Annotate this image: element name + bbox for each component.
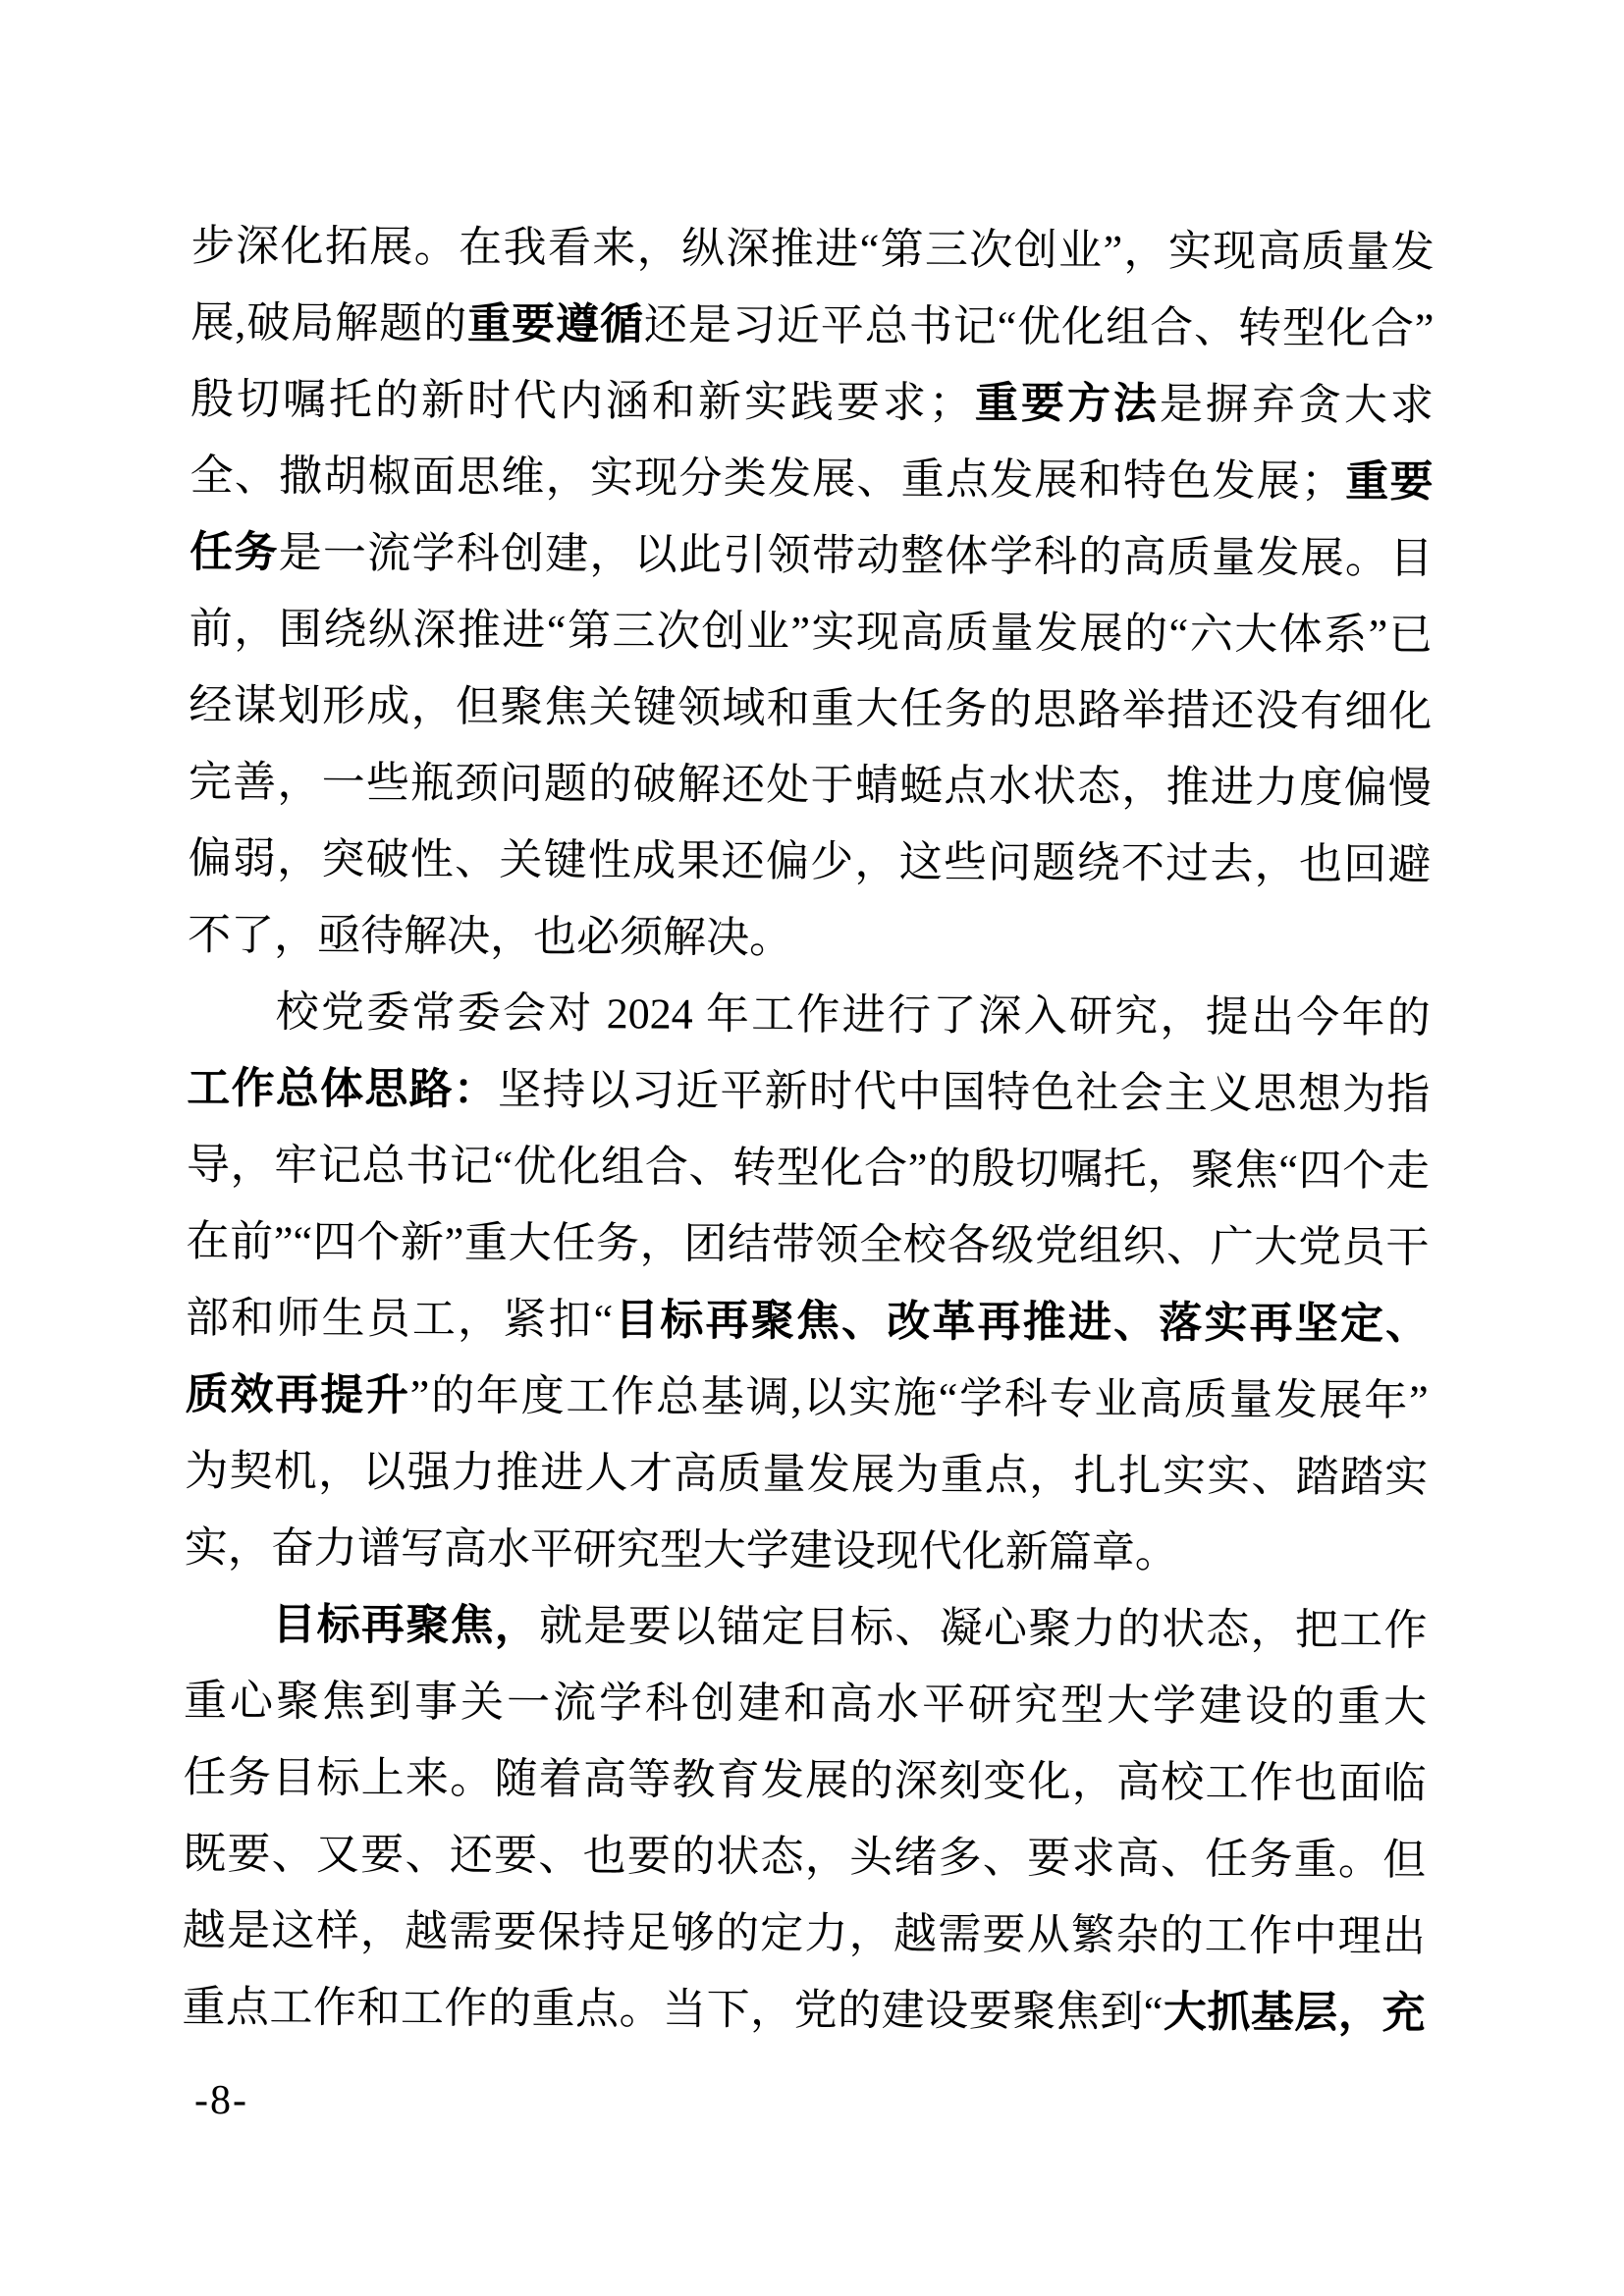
text-line [185,1357,1428,1440]
text-line [190,361,1434,445]
text-line [188,897,1431,981]
text-segment: 校党委常委会对 2024 年工作进行了深入研究，提出今年的 [275,988,1431,1042]
text-line [188,974,1431,1057]
bold-text-segment: 任务 [189,527,279,577]
text-segment: 殷切嘱托的新时代内涵和新实践要求； [189,374,973,428]
text-segment: 是摒弃贪大求 [1159,380,1435,430]
text-segment: 越是这样，越需要保持足够的定力，越需要从繁杂的工作中理出 [182,1905,1426,1961]
paragraph [188,208,1435,981]
text-segment: 为契机，以强力推进人才高质量发展为重点，扎扎实实、踏踏实 [185,1446,1429,1502]
text-segment: ”的年度工作总基调,以实施“学科专业高质量发展年” [409,1371,1429,1425]
text-line [187,1127,1430,1210]
text-segment: 重点工作和工作的重点。当下，党的建设要聚焦到“ [182,1982,1164,2037]
text-segment: 展,破局解题的 [190,297,468,348]
bold-text-segment: 目标再聚焦、改革再推进、落实再坚定、 [612,1296,1430,1349]
text-segment: 完善，一些瓶颈问题的破解还处于蜻蜓点水状态，推进力度偏慢 [188,757,1433,813]
text-line [183,1816,1426,1899]
bold-text-segment: 重要遵循 [467,299,645,349]
text-segment: 是一流学科创建，以此引领带动整体学科的高质量发展。目 [278,528,1434,583]
text-line [183,1739,1426,1823]
text-line [189,667,1432,751]
bold-text-segment: 目标再聚焦， [272,1600,540,1650]
text-segment: 步深化拓展。在我看来，纵深推进“第三次创业”，实现高质量发 [190,221,1435,277]
text-segment: 在前”“四个新”重大任务，团结带领全校各级党组织、广大党员干 [186,1216,1430,1272]
bold-text-segment: 工作总体思路： [187,1063,499,1114]
text-segment: 既要、又要、还要、也要的状态，头绪多、要求高、任务重。但 [183,1829,1427,1885]
text-line [187,1050,1430,1134]
text-segment: 就是要以锚定目标、凝心聚力的状态，把工作 [539,1601,1428,1655]
page-number: -8- [194,2078,248,2123]
paragraph [185,974,1431,1593]
text-line [185,1433,1428,1517]
text-segment: 经谋划形成，但聚焦关键领域和重大任务的思路举措还没有细化 [189,680,1433,736]
text-segment: 任务目标上来。随着高等教育发展的深刻变化，高校工作也面临 [183,1752,1427,1808]
text-segment: 坚持以习近平新时代中国特色社会主义思想为指 [498,1065,1431,1119]
text-segment: 前，围绕纵深推进“第三次创业”实现高质量发展的“六大体系”已 [189,604,1433,660]
text-line [189,591,1433,674]
text-segment: 重心聚焦到事关一流学科创建和高水平研究型大学建设的重大 [183,1676,1428,1732]
text-segment: 还是习近平总书记“优化组合、转型化合” [643,300,1435,353]
text-line [189,438,1433,521]
text-segment: 偏弱，突破性、关键性成果还偏少，这些问题绕不过去，也回避 [188,833,1432,889]
text-line [189,744,1432,828]
text-line [184,1663,1427,1746]
text-line [183,1893,1426,1976]
text-line [184,1586,1427,1670]
text-segment: 实，奋力谱写高水平研究型大学建设现代化新篇章。 [184,1522,1178,1577]
text-segment: 导，牢记总书记“优化组合、转型化合”的殷切嘱托，聚焦“四个走 [186,1140,1431,1196]
bold-text-segment: 重要方法 [971,379,1161,429]
text-line [188,821,1431,904]
text-segment: 部和师生员工，紧扣“ [185,1293,614,1345]
text-line [191,208,1435,292]
text-segment: 不了，亟待解决，也必须解决。 [187,910,793,963]
bold-text-segment: 大抓基层，充 [1163,1988,1426,2038]
bold-text-segment: 质效再提升 [185,1369,410,1420]
paragraph [182,1586,1427,2053]
bold-text-segment: 重要 [1343,457,1434,507]
text-segment: 全、撒胡椒面思维，实现分类发展、重点发展和特色发展； [189,451,1345,507]
text-line [182,1969,1425,2053]
text-line [186,1280,1429,1363]
text-line [190,285,1434,368]
text-block [182,208,1435,2053]
text-line [186,1203,1429,1287]
text-line [189,514,1433,598]
text-line [185,1510,1428,1593]
